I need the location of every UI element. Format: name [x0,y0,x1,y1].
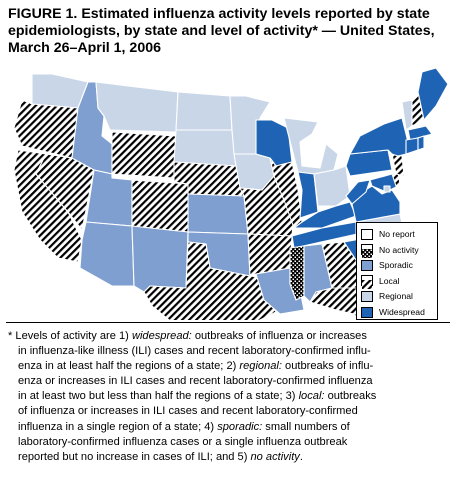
footnote-line [8,404,448,419]
footnote-text: outbreaks of influenza or increases [191,330,367,342]
footnote-text: . [299,450,303,463]
state-nm [132,226,188,292]
legend-item-regional [361,290,413,302]
legend-label: Local [379,275,400,286]
footnote-text: in influenza-like illness (ILI) cases and recent laboratory-confirmed influ- [18,345,371,358]
state-sd [174,130,236,166]
state-ny [350,118,408,156]
state-nj [392,154,404,176]
legend-label: No report [379,229,415,239]
state-or [14,100,78,158]
legend-swatch-regional [361,291,373,302]
footnote-text: influenza in a single region of a state; 4) [18,420,218,433]
footnote-term: widespread: [131,330,192,342]
footnote-term: regional: [239,360,282,373]
state-mt [96,82,178,132]
footnote-line [8,329,448,344]
footnote-text: * Levels of activity are 1) [8,330,132,342]
title-line: FIGURE 1. Estimated influenza activity levels reported by state [8,6,430,22]
legend-item-widespread [361,306,425,318]
legend-item-local [361,275,400,287]
footnote-line [8,450,448,465]
legend-item-no-report [361,228,415,240]
footnote-text: outbreaks of influ- [281,360,374,373]
footnote-line [8,359,448,374]
footnote-term: local: [298,390,325,403]
footnote-text: reported but no increase in cases of ILI; and 5) [18,450,251,463]
legend-item-sporadic [361,259,413,271]
figure-title [8,6,450,57]
state-ks [188,194,248,234]
footnote-term: no activity [250,450,300,463]
legend-swatch-no-activity [361,244,373,255]
title-line: March 26–April 1, 2006 [8,40,161,56]
state-dc [384,186,390,192]
legend-label: Widespread [379,307,425,317]
state-az [80,222,134,286]
footnote-text: of influenza or increases in ILI cases and recent laboratory-confirmed [18,405,358,418]
footnote-text: outbreaks [324,390,377,403]
legend-label: Sporadic [379,260,413,271]
state-co [132,180,188,232]
state-ut [86,170,132,226]
footnote-line [8,374,448,389]
title-line: epidemiologists, by state and level of activity* — United States, [8,23,435,39]
state-me [418,68,448,120]
legend-swatch-widespread [361,307,373,318]
map-legend [356,222,438,320]
footnote-text: laboratory-confirmed influenza cases or a single influenza outbreak [18,435,348,448]
legend-label: Regional [379,291,413,302]
footnote-text: small numbers of [262,420,350,433]
footnote-line [8,420,448,435]
legend-swatch-local [361,275,373,286]
legend-swatch-sporadic [361,260,373,271]
footnote-text: enza in at least half the regions of a state; 2) [18,360,240,373]
legend-swatch-no-report [361,229,373,240]
footnote-text: enza or increases in ILI cases and recent laboratory-confirmed influenza [18,375,373,388]
footnote [8,329,448,465]
footnote-term: sporadic: [217,420,263,433]
state-ct [406,138,418,154]
footnote-text: in at least two but less than half the regions of a state; 3) [18,390,299,403]
footnote-line [8,344,448,359]
footnote-line [8,435,448,450]
state-ri [418,136,424,150]
legend-label: No activity [379,244,419,255]
state-wy [112,132,176,178]
footnote-divider [6,322,450,323]
state-nd [176,92,232,130]
legend-item-no-activity [361,244,419,256]
footnote-line [8,389,448,404]
